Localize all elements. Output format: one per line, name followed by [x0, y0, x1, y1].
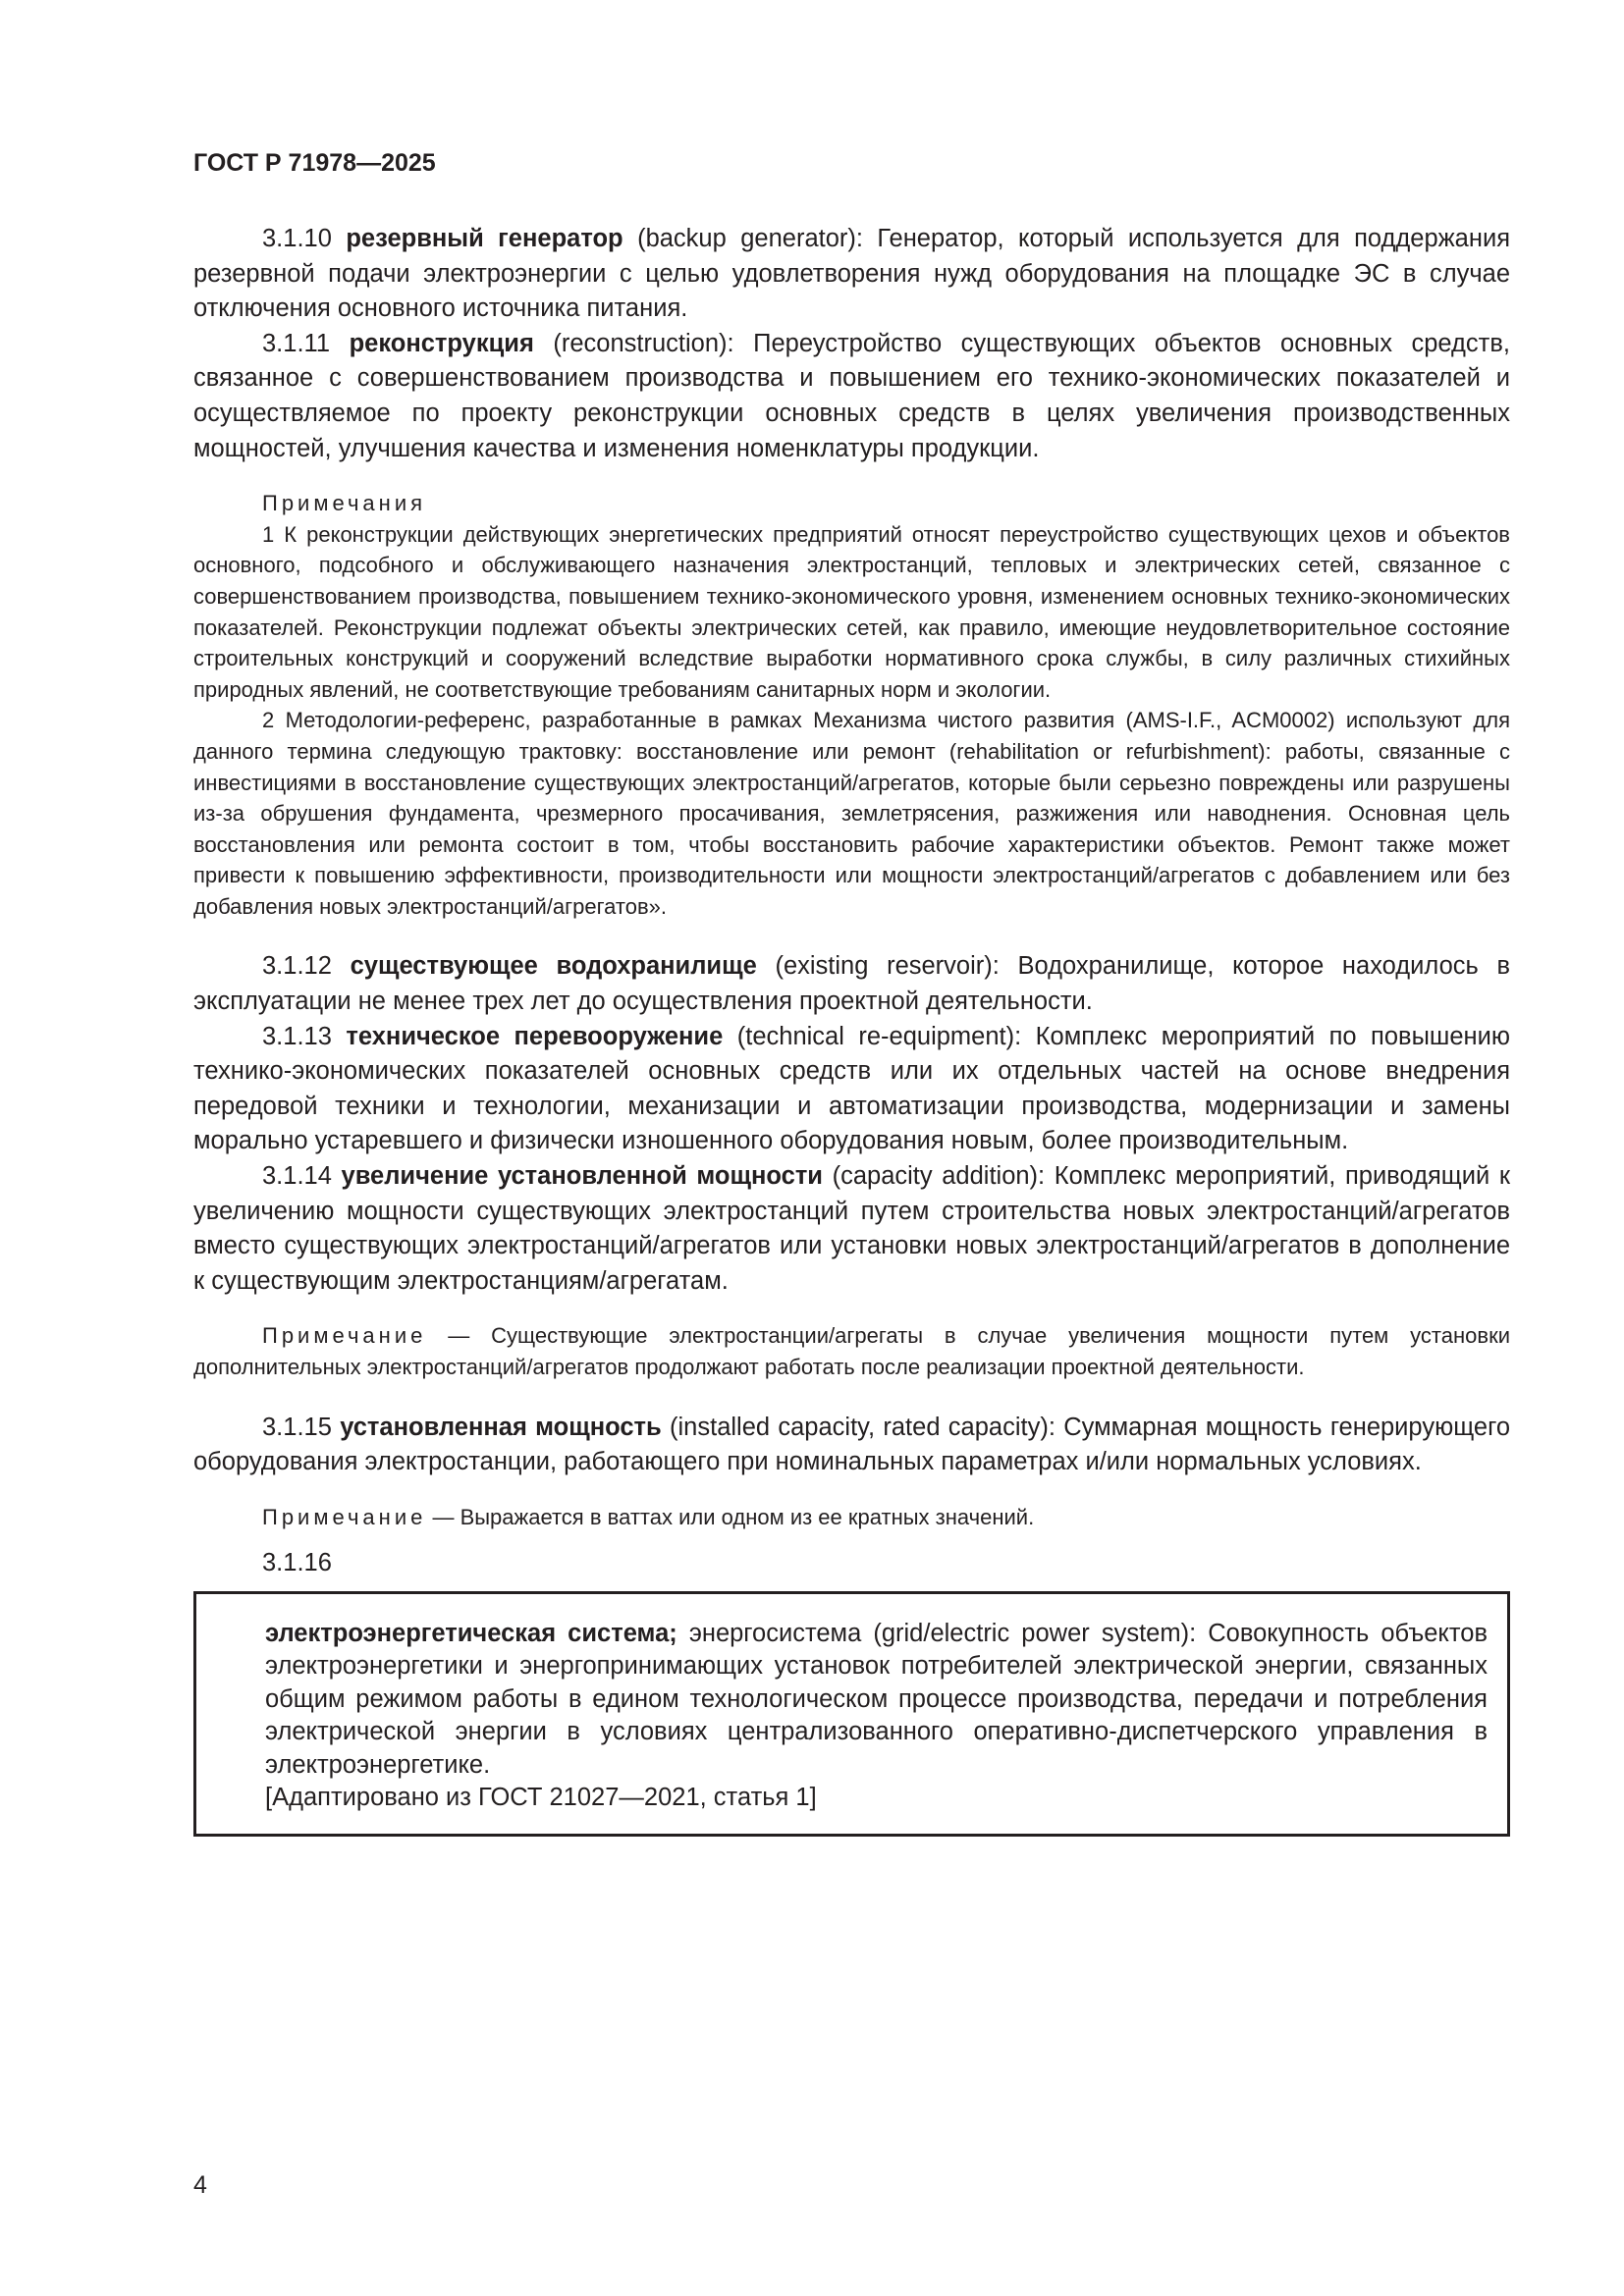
term-source-reference [265, 1782, 1488, 1814]
term-3-1-13 [193, 1020, 1510, 1159]
note-label: Примечание [262, 1504, 427, 1529]
page-content [193, 222, 1510, 1837]
note-label: Примечание [262, 1323, 427, 1349]
term-number: 3.1.13 [262, 1022, 332, 1050]
term-3-1-16-box [193, 1591, 1510, 1837]
term-3-1-12 [193, 949, 1510, 1019]
page-number: 4 [193, 2171, 207, 2199]
term-number: 3.1.12 [262, 952, 332, 981]
term-3-1-15 [193, 1411, 1510, 1480]
term-definition: энергосистема (grid/electric power system): Совокупность объектов электроэнергетики и энергопринимающих установок потребителей электрической энергии, связанных общим режимом работы в едином технологическом процессе производства, передачи и потребления электрической энергии в условиях централизованного оперативно-диспетчерского управления в электроэнергетике. [265, 1619, 1488, 1779]
term-title: существующее водохранилище [350, 952, 757, 981]
term-number: 3.1.11 [262, 329, 331, 357]
term-definition: (technical re-equipment): Комплекс мероприятий по повышению технико-экономических показателей основных средств или их отдельных частей на основе внедрения передовой техники и технологии, механизации и автоматизации производства, модернизации и замены морально устаревшего и физически изношенного оборудования новым, более производительным. [193, 1022, 1510, 1155]
notes-heading: Примечания [262, 491, 427, 516]
term-title: резервный генератор [346, 225, 623, 252]
term-3-1-11 [193, 327, 1510, 466]
term-definition: (backup generator): Генератор, который используется для поддержания резервной подачи электроэнергии с целью удовлетворения нужд оборудования на площадке ЭС в случае отключения основного источника питания. [193, 225, 1511, 323]
document-code-header: ГОСТ Р 71978—2025 [193, 149, 436, 177]
term-title: электроэнергетическая система; [265, 1619, 677, 1647]
term-3-1-16 [265, 1618, 1488, 1782]
term-number: 3.1.10 [262, 225, 332, 252]
note-3-1-14 [193, 1320, 1510, 1382]
note-3-1-15 [193, 1502, 1510, 1533]
term-number: 3.1.14 [262, 1162, 332, 1191]
term-3-1-10 [193, 222, 1510, 327]
note-item-2: 2 Методологии-референс, разработанные в рамках Механизма чистого развития (AMS-I.F., ACM0002) используют для данного термина следующую трактовку: восстановление или ремонт (rehabilitation or refurbishment): работы, связанные с инвестициями в восстановление существующих электростанций/агрегатов, которые были серьезно повреждены или разрушены из-за обрушения фундамента, чрезмерного просачивания, землетрясения, разжижения или наводнения. Основная цель восстановления или ремонта состоит в том, чтобы восстановить рабочие характеристики объектов. Ремонт также может привести к повышению эффективности, производительности или мощности электростанций/агрегатов с добавлением или без добавления новых электростанций/агрегатов». [193, 708, 1510, 919]
note-item-1: 1 К реконструкции действующих энергетических предприятий относят переустройство существующих цехов и объектов основного, подсобного и обслуживающего назначения электростанций, тепловых и электрических сетей, связанное с совершенствованием производства, повышением технико-экономического уровня, изменением основных технико-экономических показателей. Реконструкции подлежат объекты электрических сетей, как правило, имеющие неудовлетворительное состояние строительных конструкций и сооружений вследствие выработки нормативного срока службы, в силу различных стихийных природных явлений, не соответствующие требованиям санитарных норм и экологии. [193, 521, 1510, 702]
term-title: реконструкция [349, 329, 534, 357]
term-3-1-14 [193, 1159, 1510, 1299]
note-text: — Выражается в ваттах или одном из ее кратных значений. [426, 1504, 1035, 1529]
note-text: — Существующие электростанции/агрегаты в случае увеличения мощности путем установки дополнительных электростанций/агрегатов продолжают работать после реализации проектной деятельности. [193, 1323, 1510, 1379]
term-definition: (capacity addition): Комплекс мероприятий, приводящий к увеличению мощности существующих электростанций путем строительства новых электростанций/агрегатов вместо существующих электростанций/агрегатов или установки новых электростанций/агрегатов в дополнение к существующим электростанциям/агрегатам. [193, 1162, 1510, 1295]
term-definition: (reconstruction): Переустройство существующих объектов основных средств, связанное с совершенствованием производства и повышением его технико-экономических показателей и осуществляемое по проекту реконструкции основных средств в целях увеличения производственных мощностей, улучшения качества и изменения номенклатуры продукции. [193, 329, 1510, 462]
source-text: [Адаптировано из ГОСТ 21027—2021, статья 1] [265, 1784, 817, 1811]
term-definition: (installed capacity, rated capacity): Суммарная мощность генерирующего оборудования электростанции, работающего при номинальных параметрах и/или нормальных условиях. [193, 1413, 1511, 1476]
term-title: установленная мощность [340, 1413, 662, 1441]
term-number: 3.1.15 [262, 1413, 332, 1441]
term-title: техническое перевооружение [346, 1022, 724, 1050]
term-3-1-16-number: 3.1.16 [262, 1549, 332, 1577]
term-title: увеличение установленной мощности [341, 1162, 823, 1191]
term-definition: (existing reservoir): Водохранилище, которое находилось в эксплуатации не менее трех лет до осуществления проектной деятельности. [193, 952, 1510, 1016]
